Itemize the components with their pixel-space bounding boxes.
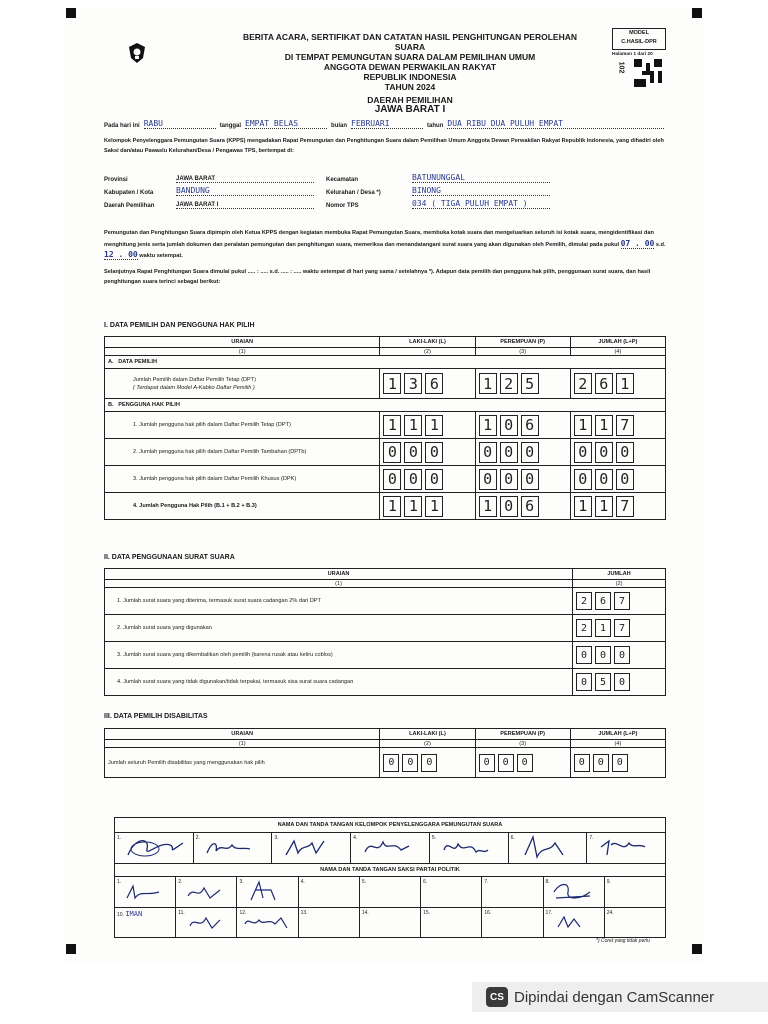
table-row: 4. Jumlah Pengguna Hak Pilih (B.1 + B.2 + B.3) 1 1 1 1 0 6 1 1 7 bbox=[105, 493, 666, 520]
count-text: Selanjutnya Rapat Penghitungan Suara dimulai pukul ..... : ..... s.d. ..... : ..... waktu setempat di hari yang sama / setelahnya *). Adapun data pemilih dan pengguna hak pilih, penggunaan surat suara, dan hasil penghitungan suara terinci sebagai berikut: bbox=[104, 269, 651, 285]
col-uraian: URAIAN bbox=[105, 337, 380, 348]
section-2-title: II. DATA PENGGUNAAN SURAT SUARA bbox=[104, 554, 235, 561]
table-row: 3. Jumlah surat suara yang dikembalikan oleh pemilih (karena rusak atau keliru coblos) 0 0 0 bbox=[105, 642, 666, 669]
col-p: PEREMPUAN (P) bbox=[475, 337, 570, 348]
qr-code-icon bbox=[634, 59, 662, 87]
corner-mark-bottom-right bbox=[692, 944, 702, 954]
camscanner-text: Dipindai dengan CamScanner bbox=[514, 988, 715, 1006]
table-row: 1. Jumlah surat suara yang diterima, termasuk surat suara cadangan 2% dari DPT 2 6 7 bbox=[105, 588, 666, 615]
signature-1-icon bbox=[125, 835, 185, 861]
location-left: Provinsi JAWA BARAT Kabupaten / Kota BANDUNG Daerah Pemilihan JAWA BARAT I bbox=[104, 170, 314, 209]
signature-5-icon bbox=[440, 836, 490, 860]
table-row: 4. Jumlah surat suara yang tidak digunakan/tidak terpakai, termasuk sisa surat suara cadangan 0 5 0 bbox=[105, 669, 666, 696]
subsection-a: A. DATA PEMILIH bbox=[105, 356, 666, 369]
col-total: JUMLAH (L+P) bbox=[570, 337, 665, 348]
kpps-signature-row: 1. 2. 3. 4. 5. 6. 7. bbox=[115, 833, 665, 864]
table-row: Jumlah seluruh Pemilih disabilitas yang menggunakan hak pilih 0 0 0 0 0 0 0 0 0 bbox=[105, 748, 666, 778]
saksi-signature-2-icon bbox=[184, 882, 224, 904]
signature-7-icon bbox=[597, 837, 647, 859]
corner-mark-top-left bbox=[66, 8, 76, 18]
col-l: LAKI-LAKI (L) bbox=[380, 337, 475, 348]
section-1-table: URAIAN LAKI-LAKI (L) PEREMPUAN (P) JUMLAH (L+P) (1) (2) (3) (4) A. DATA PEMILIH Jumlah Pemilih dalam Daftar Pemilih Tetap (DPT) ( Terdapat dalam Model A-Kabko Daftar Pemilih ) 1 3 6 1 2 5 2 6 1 B. PENGGUNA HAK PILIH 1. Jumlah pengguna hak pilih dalam Daftar Pemilih Tetap (DPT) 1 1 1 1 0 6 1 1 7 2. Jumlah pengguna hak pilih dalam Daftar Pemilih Tambahan (DPTb) 0 0 0 0 0 0 0 0 0 3. Jumlah pengguna hak pilih dalam Daftar Pemilih Khusus (DPK) 0 0 0 0 0 0 0 0 0 4. Jumlah Pengguna Hak Pilih (B.1 + B.2 + B.3) 1 1 1 1 0 6 1 1 7 bbox=[104, 336, 666, 520]
signature-6-icon bbox=[519, 835, 569, 861]
camscanner-banner bbox=[472, 982, 768, 1012]
table-row-dpt: Jumlah Pemilih dalam Daftar Pemilih Tetap (DPT) ( Terdapat dalam Model A-Kabko Daftar Pemilih ) 1 3 6 1 2 5 2 6 1 bbox=[105, 369, 666, 399]
signature-block bbox=[114, 817, 666, 938]
saksi-signature-row-2: 10. IMAN 11. 12. 13. 14. 15. 16. 17. 24. bbox=[115, 908, 665, 938]
model-box: MODEL C.HASIL-DPR bbox=[612, 28, 666, 50]
corner-mark-top-right bbox=[692, 8, 702, 18]
section-1-title: I. DATA PEMILIH DAN PENGGUNA HAK PILIH bbox=[104, 322, 255, 329]
form-code: 102 bbox=[617, 61, 625, 74]
corner-mark-bottom-left bbox=[66, 944, 76, 954]
table-row: 1. Jumlah pengguna hak pilih dalam Daftar Pemilih Tetap (DPT) 1 1 1 1 0 6 1 1 7 bbox=[105, 412, 666, 439]
intro-text: Kelompok Penyelenggara Pemungutan Suara (KPPS) mengadakan Rapat Pemungutan dan Penghitungan Suara dalam Pemilihan Umum Anggota Dewan Perwakilan Rakyat Republik Indonesia, yang dihadiri oleh Saksi dan/atau Pawaslu Kelurahan/Desa / Pengawas TPS, bertempat di: bbox=[104, 138, 664, 154]
section-3-table: URAIAN LAKI-LAKI (L) PEREMPUAN (P) JUMLAH (L+P) (1) (2) (3) (4) Jumlah seluruh Pemilih disabilitas yang menggunakan hak pilih 0 0 0 0 0 0 0 0 0 bbox=[104, 728, 666, 778]
saksi-signature-row-1: 1. 2. 3. 4. 5. 6. 7. 8. 9. bbox=[115, 877, 665, 908]
cs-logo-icon: CS bbox=[486, 987, 508, 1007]
location-right: Kecamatan BATUNUNGGAL Kelurahan / Desa *) BINONG Nomor TPS 034 ( TIGA PULUH EMPAT ) bbox=[326, 170, 550, 209]
date-line: Pada hari ini RABU tanggal EMPAT BELAS bulan FEBRUARI tahun DUA RIBU DUA PULUH EMPAT bbox=[104, 119, 664, 129]
saksi-signature-8-icon bbox=[550, 880, 594, 904]
page-title: BERITA ACARA, SERTIFIKAT DAN CATATAN HASIL PENGHITUNGAN PEROLEHAN SUARA DI TEMPAT PEMUNGUTAN SUARA DALAM PEMILIHAN UMUM ANGGOTA DEWAN PERWAKILAN RAKYAT REPUBLIK INDONESIA TAHUN 2024 DAERAH PEMILIHAN JAWA BARAT I bbox=[242, 32, 577, 115]
table-row: 2. Jumlah surat suara yang digunakan 2 1 7 bbox=[105, 615, 666, 642]
saksi-signature-11-icon bbox=[186, 912, 222, 934]
saksi-signature-1-icon bbox=[123, 882, 163, 904]
saksi-signature-12-icon bbox=[241, 912, 291, 934]
kpu-emblem-icon bbox=[128, 42, 146, 64]
signature-4-icon bbox=[361, 836, 411, 860]
signature-3-icon bbox=[282, 837, 332, 859]
procedure-text: Pemungutan dan Penghitungan Suara dipimpin oleh Ketua KPPS dengan kegiatan membuka Rapat Pemungutan Suara, membuka kotak suara dan mengeluarkan seluruh isi kotak suara, mengidentifikasi dan menghitung jenis serta jumlah dokumen dan peralatan pemungutan dan penghitungan suara, memeriksa dan menandatangani surat suara yang akan digunakan oleh Pemilih, dimulai pada pukul 07 . 00 s.d. 12 . 00 waktu setempat. bbox=[104, 230, 666, 259]
saksi-signature-title: NAMA DAN TANDA TANGAN SAKSI PARTAI POLITIK bbox=[115, 864, 665, 877]
signature-2-icon bbox=[204, 837, 254, 859]
table-row: 3. Jumlah pengguna hak pilih dalam Daftar Pemilih Khusus (DPK) 0 0 0 0 0 0 0 0 0 bbox=[105, 466, 666, 493]
section-2-table: URAIAN JUMLAH (1) (2) 1. Jumlah surat suara yang diterima, termasuk surat suara cadangan 2% dari DPT 2 6 7 2. Jumlah surat suara yang digunakan 2 1 7 3. Jumlah surat suara yang dikembalikan oleh pemilih (karena rusak atau keliru coblos) 0 0 0 4. Jumlah surat suara yang tidak digunakan/tidak terpakai, termasuk sisa surat suara cadangan 0 5 0 bbox=[104, 568, 666, 696]
subsection-b: B. PENGGUNA HAK PILIH bbox=[105, 399, 666, 412]
kpps-signature-title: NAMA DAN TANDA TANGAN KELOMPOK PENYELENGGARA PEMUNGUTAN SUARA bbox=[115, 818, 665, 833]
footnote: *) Coret yang tidak perlu bbox=[596, 938, 650, 944]
table-row: 2. Jumlah pengguna hak pilih dalam Daftar Pemilih Tambahan (DPTb) 0 0 0 0 0 0 0 0 0 bbox=[105, 439, 666, 466]
saksi-signature-3-icon bbox=[245, 880, 285, 904]
page-counter: Halaman 1 dari 20 bbox=[612, 52, 653, 57]
saksi-signature-17-icon bbox=[554, 913, 584, 933]
section-3-title: III. DATA PEMILIH DISABILITAS bbox=[104, 713, 208, 720]
